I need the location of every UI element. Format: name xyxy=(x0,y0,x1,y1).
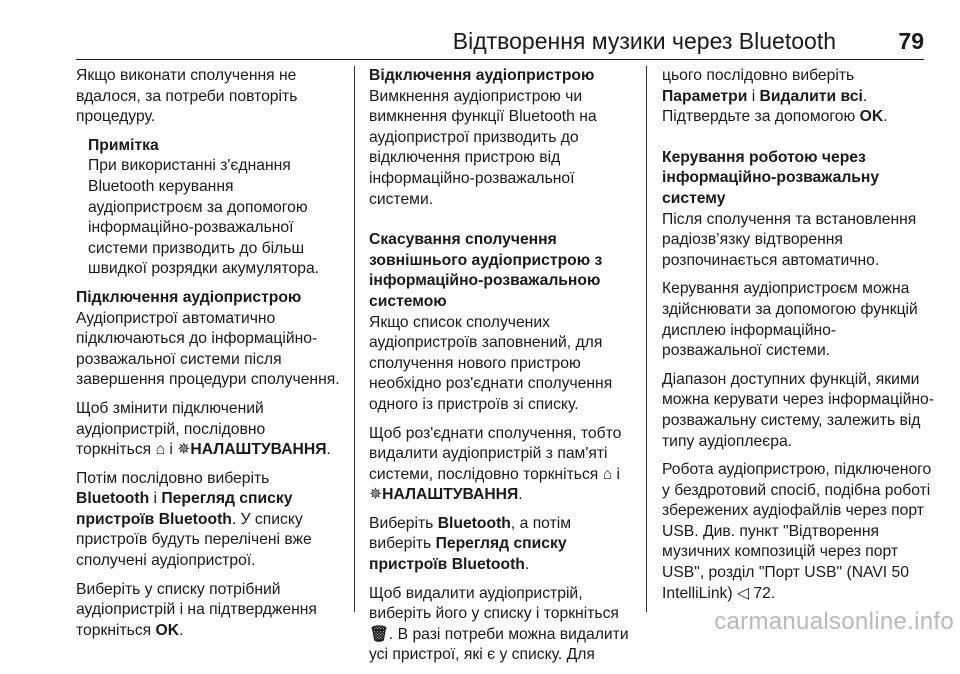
text: Робота аудіопристрою, підключеного у бездротовий спосіб, подібна роботі збережених аудіофайлів через порт USB. Див. пункт "Відтворення музичних композицій через порт USB", розділ "Порт USB" (NAVI 50 IntelliLink) xyxy=(662,461,932,602)
spacer xyxy=(369,218,637,230)
paragraph: Вимкнення аудіопристрою чи вимкнення функції Bluetooth на аудіопристрої призводить до відключення пристрою від інформаційно-розважальної системи. xyxy=(369,87,597,208)
delete-all-label: Видалити всі xyxy=(759,87,863,105)
bluetooth-label: Bluetooth xyxy=(437,514,511,532)
header-rule xyxy=(76,59,924,60)
params-label: Параметри xyxy=(662,87,748,105)
paragraph xyxy=(76,399,344,461)
section-heading: Керування роботою через інформаційно-розважальну систему xyxy=(662,148,880,207)
text: і xyxy=(612,465,620,483)
text: . В разі потреби можна видалити усі пристрої, які є у списку. Для xyxy=(369,625,629,664)
paragraph xyxy=(662,460,934,604)
text: і xyxy=(149,490,162,508)
paragraph: Керування аудіопристроєм можна здійснювати за допомогою функцій дисплею інформаційно-розважальної системи. xyxy=(662,280,918,360)
text: . xyxy=(179,621,184,639)
note-title: Примітка xyxy=(88,136,159,154)
section-heading: Відключення аудіопристрою xyxy=(369,67,595,84)
paragraph: Після сполучення та встановлення радіозв’язку відтворення розпочинається автоматично. xyxy=(662,210,917,269)
text: . xyxy=(518,486,523,504)
text: цього послідовно виберіть xyxy=(662,67,855,84)
text: і xyxy=(165,441,178,459)
settings-label: НАЛАШТУВАННЯ xyxy=(190,441,327,459)
text: . xyxy=(883,108,888,126)
watermark: carmanualsonline.info xyxy=(714,608,954,635)
column-3 xyxy=(662,66,934,612)
view-list-label: Перегляд списку пристроїв Bluetooth xyxy=(369,535,567,574)
text: . У списку пристроїв будуть перелічені вже сполучені аудіопристрої. xyxy=(76,510,312,570)
column-1 xyxy=(76,66,344,649)
text: Виберіть xyxy=(369,514,438,532)
page-header xyxy=(76,26,924,60)
home-icon: ⌂ xyxy=(155,441,166,459)
text: , а потім виберіть xyxy=(369,514,572,553)
page-number: 79 xyxy=(898,28,924,54)
text: Потім послідовно виберіть xyxy=(76,469,270,487)
view-list-label: Перегляд списку пристроїв Bluetooth xyxy=(76,490,293,528)
settings-label: НАЛАШТУВАННЯ xyxy=(382,486,519,504)
trash-icon: 🗑 xyxy=(369,625,389,643)
settings-icon: ✵ xyxy=(177,441,191,459)
section-heading: Скасування сполучення зовнішнього аудіопристрою з інформаційно-розважальною системою xyxy=(369,231,603,310)
ok-label: OK xyxy=(155,621,180,639)
paragraph: Аудіопристрої автоматично підключаються до інформаційно-розважальної системи після завершення процедури сполучення. xyxy=(76,309,340,389)
paragraph: Якщо список сполучених аудіопристроїв заповнений, для сполучення нового пристрою необхідно роз'єднати сполучення одного із пристроїв зі списку. xyxy=(369,313,613,413)
paragraph xyxy=(369,424,637,506)
text: . xyxy=(770,584,776,602)
column-divider xyxy=(354,66,355,612)
paragraph xyxy=(76,469,344,572)
text: Щоб роз'єднати сполучення, тобто видалити аудіопристрій з пам'яті системи, послідовно торкніться xyxy=(369,424,622,483)
paragraph xyxy=(662,66,934,128)
spacer xyxy=(662,136,934,148)
paragraph xyxy=(76,580,344,642)
paragraph: Діапазон доступних функцій, якими можна керувати через інформаційно-розважальну систему, залежить від типу аудіоплеєра. xyxy=(662,370,934,450)
text: і xyxy=(747,87,760,105)
paragraph xyxy=(369,514,637,576)
page-reference[interactable]: ◁ 72 xyxy=(736,584,771,602)
paragraph: Якщо виконати сполучення не вдалося, за потреби повторіть процедуру. xyxy=(76,67,298,126)
section-heading: Підключення аудіопристрою xyxy=(76,288,302,306)
column-divider xyxy=(646,66,647,612)
note-block xyxy=(88,136,344,280)
page-title: Відтворення музики через Bluetooth xyxy=(452,28,836,54)
note-text: При використанні з'єднання Bluetooth керування аудіопристроєм за допомогою інформаційно-розважальної системи призводить до більш швидкої розрядки акумулятора. xyxy=(88,157,320,278)
paragraph xyxy=(369,584,637,666)
bluetooth-label: Bluetooth xyxy=(76,490,150,508)
ok-label: OK xyxy=(859,108,884,126)
settings-icon: ✵ xyxy=(369,486,383,504)
text: . xyxy=(326,441,331,459)
home-icon: ⌂ xyxy=(602,465,613,483)
text: . Підтвердьте за допомогою xyxy=(662,87,868,126)
column-2 xyxy=(369,66,637,674)
text: Щоб змінити підключений аудіопристрій, послідовно торкніться xyxy=(76,399,266,459)
text: Виберіть у списку потрібний аудіопристрій і на підтвердження торкніться xyxy=(76,580,317,639)
text: Щоб видалити аудіопристрій, виберіть його у списку і торкніться xyxy=(369,584,619,623)
text: . xyxy=(524,556,530,574)
